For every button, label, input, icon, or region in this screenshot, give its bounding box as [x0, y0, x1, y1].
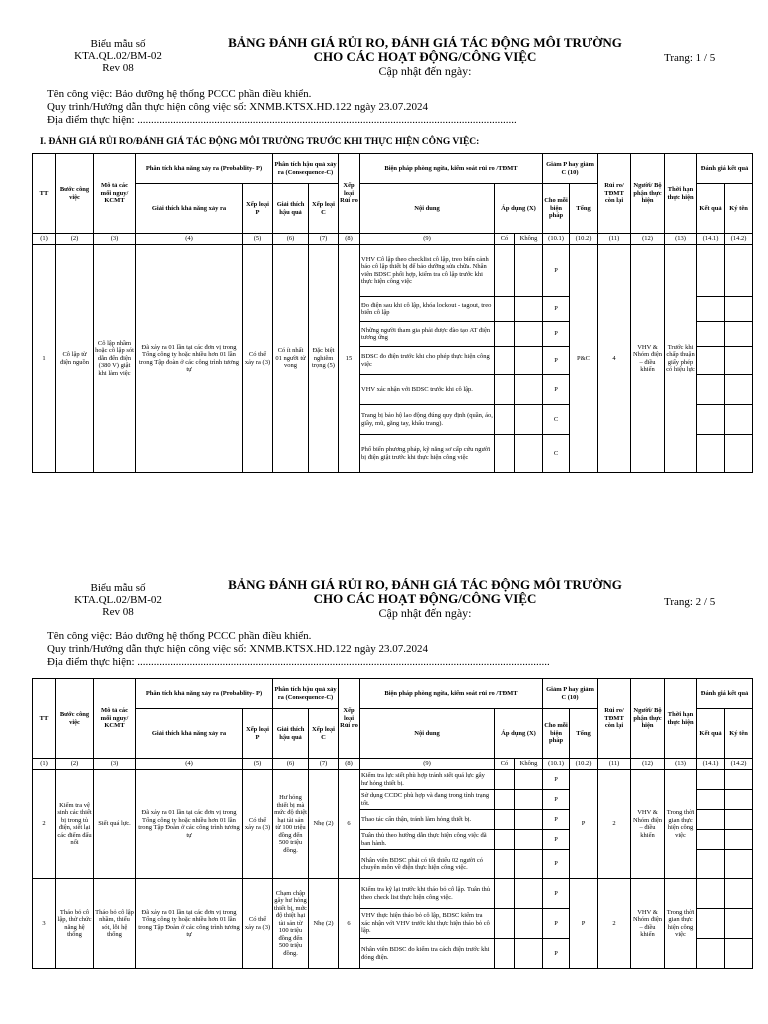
- measure-content: Sử dụng CCDC phù hợp và đang trong tình trạng tốt.: [360, 790, 495, 810]
- col-num: (10.2): [570, 759, 598, 770]
- header-consequence: Phân tích hậu quả xảy ra (Consequence-C): [273, 154, 339, 184]
- form-revision: Rev 08: [102, 62, 134, 74]
- header-probability: Phân tích khả năng xảy ra (Probablity- P): [136, 154, 273, 184]
- row-residual: 2: [598, 770, 631, 879]
- header-each: Cho mỗi biện pháp: [543, 184, 570, 234]
- row-tt: 2: [33, 770, 56, 879]
- measure-content: BDSC đo điện trước khi cho phép thực hiện công việc: [360, 347, 495, 375]
- apply-yes: [495, 245, 515, 297]
- eval-result: [697, 405, 725, 435]
- page-number: Trang: 1 / 5: [664, 52, 716, 64]
- work-location: Địa điểm thực hiện: ......................................................................................................................................................: [47, 656, 550, 668]
- measure-pc: P: [543, 850, 570, 879]
- col-num: (11): [598, 234, 631, 245]
- apply-yes: [495, 830, 515, 850]
- document-title: [205, 36, 645, 78]
- col-num: (2): [56, 234, 94, 245]
- job-meta: [47, 88, 517, 127]
- eval-sign: [725, 790, 753, 810]
- page-number: Trang: 2 / 5: [664, 596, 716, 608]
- measure-pc: P: [543, 909, 570, 939]
- header-sign: Ký tên: [725, 709, 753, 759]
- apply-yes: [495, 347, 515, 375]
- column-number-row: [33, 234, 753, 245]
- job-name: Tên công việc: Bảo dưỡng hệ thống PCCC phần điều khiển.: [47, 630, 312, 642]
- col-num: (13): [665, 759, 697, 770]
- apply-yes: [495, 405, 515, 435]
- work-location: Địa điểm thực hiện: ..........................................................................................................................................: [47, 114, 517, 126]
- row-prob-class: Có thể xảy ra (3): [243, 245, 273, 473]
- header-prob-class: Xếp loại P: [243, 184, 273, 234]
- apply-no: [515, 909, 543, 939]
- header-tt: TT: [33, 679, 56, 759]
- header-risk: Xếp loại Rủi ro: [339, 154, 360, 234]
- measure-pc: P: [543, 322, 570, 347]
- eval-sign: [725, 939, 753, 969]
- header-cons-explain: Giải thích hậu quả: [273, 184, 309, 234]
- measure-pc: P: [543, 770, 570, 790]
- col-num: (9): [360, 759, 495, 770]
- title-line-2: CHO CÁC HOẠT ĐỘNG/CÔNG VIỆC: [313, 591, 537, 606]
- header-person: Người/ Bộ phận thực hiện: [631, 154, 665, 234]
- row-time: Trước khi chấp thuận giấy phép có hiệu lực: [665, 245, 697, 473]
- row-total: P: [570, 879, 598, 969]
- header-cons-class: Xếp loại C: [309, 184, 339, 234]
- header-total: Tổng: [570, 709, 598, 759]
- eval-sign: [725, 375, 753, 405]
- col-num: (7): [309, 234, 339, 245]
- update-date: Cập nhật đến ngày:: [378, 606, 472, 620]
- procedure-number: Quy trình/Hướng dẫn thực hiện công việc số: XNMB.KTSX.HD.122 ngày 23.07.2024: [47, 101, 429, 113]
- measure-pc: P: [543, 375, 570, 405]
- risk-table: [32, 153, 753, 473]
- header-measures: Biện pháp phòng ngừa, kiểm soát rủi ro /TĐMT: [360, 154, 543, 184]
- apply-no: [515, 375, 543, 405]
- apply-no: [515, 770, 543, 790]
- row-prob-explain: Đã xảy ra 01 lần tại các đơn vị trong Tổng công ty hoặc nhiều hơn 01 lần trong Tập Đoàn ở các công trình tương tự: [136, 770, 243, 879]
- col-num: (2): [56, 759, 94, 770]
- eval-result: [697, 435, 725, 473]
- measure-content: Tuân thủ theo hướng dẫn thực hiện công việc đã ban hành.: [360, 830, 495, 850]
- col-num: (6): [273, 234, 309, 245]
- col-num: (7): [309, 759, 339, 770]
- form-number: KTA.QL.02/BM-02: [74, 50, 162, 62]
- measure-content: VHV xác nhận với BDSC trước khi cô lập.: [360, 375, 495, 405]
- header-step: Bước công việc: [56, 679, 94, 759]
- col-num: (3): [94, 759, 136, 770]
- apply-yes: [495, 909, 515, 939]
- row-person: VHV & Nhóm điện – điều khiển: [631, 879, 665, 969]
- eval-result: [697, 347, 725, 375]
- header-reduce: Giảm P hay giảm C (10): [543, 679, 598, 709]
- eval-result: [697, 375, 725, 405]
- measure-pc: C: [543, 435, 570, 473]
- measure-pc: P: [543, 810, 570, 830]
- eval-result: [697, 810, 725, 830]
- row-hazard: Siết quá lực.: [94, 770, 136, 879]
- eval-sign: [725, 810, 753, 830]
- document-title: [205, 578, 645, 620]
- title-line-2: CHO CÁC HOẠT ĐỘNG/CÔNG VIỆC: [313, 49, 537, 64]
- col-num: (4): [136, 234, 243, 245]
- col-num: (14.2): [725, 759, 753, 770]
- apply-yes: [495, 375, 515, 405]
- col-num: Có: [495, 759, 515, 770]
- col-num: (5): [243, 234, 273, 245]
- apply-no: [515, 879, 543, 909]
- header-each: Cho mỗi biện pháp: [543, 709, 570, 759]
- row-residual: 4: [598, 245, 631, 473]
- apply-yes: [495, 790, 515, 810]
- header-probability: Phân tích khả năng xảy ra (Probablity- P): [136, 679, 273, 709]
- row-prob-explain: Đã xảy ra 01 lần tại các đơn vị trong Tổng công ty hoặc nhiều hơn 01 lần trong Tập Đoàn ở các công trình tương tự: [136, 879, 243, 969]
- row-cons-explain: Có ít nhất 01 người tử vong: [273, 245, 309, 473]
- apply-yes: [495, 435, 515, 473]
- eval-result: [697, 939, 725, 969]
- measure-content: Những người tham gia phải được đào tạo AT điện tương ứng: [360, 322, 495, 347]
- job-meta: [47, 630, 550, 669]
- measure-pc: C: [543, 405, 570, 435]
- table-row: [33, 245, 753, 297]
- row-prob-explain: Đã xảy ra 01 lần tại các đơn vị trong Tổng công ty hoặc nhiều hơn 01 lần trong Tập đoàn ở các công trình tương tự: [136, 245, 243, 473]
- row-cons-class: Nhẹ (2): [309, 879, 339, 969]
- header-time: Thời hạn thực hiện: [665, 154, 697, 234]
- header-cons-class: Xếp loại C: [309, 709, 339, 759]
- eval-sign: [725, 405, 753, 435]
- col-num: (8): [339, 759, 360, 770]
- apply-yes: [495, 297, 515, 322]
- row-time: Trong thời gian thực hiện công việc: [665, 770, 697, 879]
- apply-yes: [495, 939, 515, 969]
- col-num: (14.2): [725, 234, 753, 245]
- col-num: Không: [515, 759, 543, 770]
- apply-no: [515, 850, 543, 879]
- col-num: (1): [33, 759, 56, 770]
- row-hazard: Tháo bỏ cô lập nhầm, thiếu sót, lỗi hệ thống: [94, 879, 136, 969]
- risk-table: [32, 678, 753, 969]
- col-num: (13): [665, 234, 697, 245]
- header-risk: Xếp loại Rủi ro: [339, 679, 360, 759]
- measure-content: Đo điện sau khi cô lập, khóa lockout - tagout, treo biển cô lập: [360, 297, 495, 322]
- eval-result: [697, 790, 725, 810]
- header-sign: Ký tên: [725, 184, 753, 234]
- header-reduce: Giảm P hay giảm C (10): [543, 154, 598, 184]
- title-line-1: BẢNG ĐÁNH GIÁ RỦI RO, ĐÁNH GIÁ TÁC ĐỘNG MÔI TRƯỜNG: [228, 577, 622, 592]
- table-row: [33, 770, 753, 790]
- header-content: Nội dung: [360, 184, 495, 234]
- measure-content: Phổ biến phương pháp, kỹ năng sơ cấp cứu người bị điện giật trước khi thực hiện công việc: [360, 435, 495, 473]
- col-num: (14.1): [697, 759, 725, 770]
- header-hazard: Mô tả các mối nguy/ KCMT: [94, 679, 136, 759]
- apply-no: [515, 830, 543, 850]
- col-num: (8): [339, 234, 360, 245]
- apply-no: [515, 245, 543, 297]
- measure-content: Kiểm tra kỹ lại trước khi tháo bỏ cô lập. Tuân thủ theo check list thực hiện công việc.: [360, 879, 495, 909]
- title-line-1: BẢNG ĐÁNH GIÁ RỦI RO, ĐÁNH GIÁ TÁC ĐỘNG MÔI TRƯỜNG: [228, 35, 622, 50]
- form-label: Biểu mẫu số: [90, 38, 146, 50]
- measure-pc: P: [543, 879, 570, 909]
- col-num: (3): [94, 234, 136, 245]
- col-num: (4): [136, 759, 243, 770]
- header-prob-explain: Giải thích khả năng xảy ra: [136, 184, 243, 234]
- header-step: Bước công việc: [56, 154, 94, 234]
- eval-sign: [725, 245, 753, 297]
- eval-sign: [725, 879, 753, 909]
- row-risk: 6: [339, 770, 360, 879]
- job-name: Tên công việc: Bảo dưỡng hệ thống PCCC phần điều khiển.: [47, 88, 312, 100]
- eval-sign: [725, 322, 753, 347]
- row-total: P&C: [570, 245, 598, 473]
- eval-result: [697, 770, 725, 790]
- header-evaluation: Đánh giá kết quả: [697, 154, 753, 184]
- col-num: (5): [243, 759, 273, 770]
- form-code: [58, 38, 178, 74]
- update-date: Cập nhật đến ngày:: [378, 64, 472, 78]
- measure-pc: P: [543, 347, 570, 375]
- header-residual: Rủi ro/ TĐMT còn lại: [598, 679, 631, 759]
- apply-no: [515, 322, 543, 347]
- header-prob-explain: Giải thích khả năng xảy ra: [136, 709, 243, 759]
- col-num: (12): [631, 759, 665, 770]
- col-num: Có: [495, 234, 515, 245]
- measure-content: Nhân viên BDSC phải có tối thiểu 02 người có chuyên môn về điện thực hiện công việc.: [360, 850, 495, 879]
- header-measures: Biện pháp phòng ngừa, kiểm soát rủi ro /TĐMT: [360, 679, 543, 709]
- measure-pc: P: [543, 939, 570, 969]
- eval-sign: [725, 770, 753, 790]
- section-heading: I. ĐÁNH GIÁ RỦI RO/ĐÁNH GIÁ TÁC ĐỘNG MÔI TRƯỜNG TRƯỚC KHI THỰC HIỆN CÔNG VIỆC:: [40, 137, 480, 147]
- apply-yes: [495, 850, 515, 879]
- procedure-number: Quy trình/Hướng dẫn thực hiện công việc số: XNMB.KTSX.HD.122 ngày 23.07.2024: [47, 643, 429, 655]
- measure-content: Thao tác cẩn thận, tránh làm hỏng thiết bị.: [360, 810, 495, 830]
- column-number-row: [33, 759, 753, 770]
- form-revision: Rev 08: [102, 606, 134, 618]
- measure-content: Kiểm tra lực siết phù hợp tránh siết quá lực gây hư hỏng thiết bị.: [360, 770, 495, 790]
- row-time: Trong thời gian thực hiện công việc: [665, 879, 697, 969]
- row-tt: 1: [33, 245, 56, 473]
- col-num: (9): [360, 234, 495, 245]
- eval-result: [697, 322, 725, 347]
- apply-no: [515, 347, 543, 375]
- eval-result: [697, 297, 725, 322]
- header-person: Người/ Bộ phận thực hiện: [631, 679, 665, 759]
- apply-yes: [495, 810, 515, 830]
- eval-result: [697, 850, 725, 879]
- row-hazard: Cô lập nhầm hoặc cô lập sót dẫn đến điện (380 V) giật khi làm việc: [94, 245, 136, 473]
- form-code: [58, 582, 178, 618]
- header-apply: Áp dụng (X): [495, 709, 543, 759]
- row-prob-class: Có thể xảy ra (3): [243, 879, 273, 969]
- eval-sign: [725, 347, 753, 375]
- eval-sign: [725, 909, 753, 939]
- apply-no: [515, 297, 543, 322]
- eval-result: [697, 830, 725, 850]
- col-num: (11): [598, 759, 631, 770]
- row-step: Cô lập từ điện nguồn: [56, 245, 94, 473]
- header-cons-explain: Giải thích hậu quả: [273, 709, 309, 759]
- eval-result: [697, 879, 725, 909]
- row-person: VHV & Nhóm điện – điều khiển: [631, 770, 665, 879]
- row-step: Tháo bỏ cô lập, thử chức năng hệ thống: [56, 879, 94, 969]
- row-cons-class: Đặc biệt nghiêm trọng (5): [309, 245, 339, 473]
- header-prob-class: Xếp loại P: [243, 709, 273, 759]
- apply-yes: [495, 322, 515, 347]
- apply-yes: [495, 879, 515, 909]
- row-residual: 2: [598, 879, 631, 969]
- form-number: KTA.QL.02/BM-02: [74, 594, 162, 606]
- row-tt: 3: [33, 879, 56, 969]
- measure-pc: P: [543, 245, 570, 297]
- form-label: Biểu mẫu số: [90, 582, 146, 594]
- header-consequence: Phân tích hậu quả xảy ra (Consequence-C): [273, 679, 339, 709]
- apply-no: [515, 810, 543, 830]
- header-residual: Rủi ro/ TĐMT còn lại: [598, 154, 631, 234]
- row-person: VHV & Nhóm điện – điều khiển: [631, 245, 665, 473]
- row-cons-explain: Hư hỏng thiết bị mà mức độ thiệt hại tài sản từ 100 triệu đồng đến 500 triệu đồng.: [273, 770, 309, 879]
- header-time: Thời hạn thực hiện: [665, 679, 697, 759]
- col-num: (1): [33, 234, 56, 245]
- eval-sign: [725, 297, 753, 322]
- apply-no: [515, 939, 543, 969]
- col-num: (6): [273, 759, 309, 770]
- measure-content: Nhân viên BDSC đo kiểm tra cách điện trước khi đóng điện.: [360, 939, 495, 969]
- measure-content: VHV thực hiện tháo bỏ cô lập, BDSC kiểm tra xác nhận với VHV trước khi thực hiện tháo bỏ cô lập.: [360, 909, 495, 939]
- apply-no: [515, 790, 543, 810]
- eval-sign: [725, 850, 753, 879]
- row-step: Kiểm tra vệ sinh các thiết bị trong tủ điện, siết lại các điểm đấu nối: [56, 770, 94, 879]
- apply-yes: [495, 770, 515, 790]
- measure-content: Trang bị bảo hộ lao động đúng quy định (quần, áo, giầy, mũ, găng tay, khẩu trang).: [360, 405, 495, 435]
- header-result: Kết quả: [697, 709, 725, 759]
- col-num: (12): [631, 234, 665, 245]
- row-cons-class: Nhẹ (2): [309, 770, 339, 879]
- eval-sign: [725, 435, 753, 473]
- table-row: [33, 879, 753, 909]
- eval-sign: [725, 830, 753, 850]
- row-cons-explain: Chạm chập gây hư hỏng thiết bị, mức độ thiệt hại tài sản từ 100 triệu đồng đến 500 triệu đồng.: [273, 879, 309, 969]
- measure-pc: P: [543, 790, 570, 810]
- measure-pc: P: [543, 297, 570, 322]
- header-evaluation: Đánh giá kết quả: [697, 679, 753, 709]
- col-num: (14.1): [697, 234, 725, 245]
- apply-no: [515, 405, 543, 435]
- row-risk: 15: [339, 245, 360, 473]
- eval-result: [697, 909, 725, 939]
- header-result: Kết quả: [697, 184, 725, 234]
- apply-no: [515, 435, 543, 473]
- header-content: Nội dung: [360, 709, 495, 759]
- header-tt: TT: [33, 154, 56, 234]
- row-risk: 6: [339, 879, 360, 969]
- eval-result: [697, 245, 725, 297]
- col-num: (10.1): [543, 234, 570, 245]
- col-num: (10.2): [570, 234, 598, 245]
- col-num: Không: [515, 234, 543, 245]
- measure-content: VHV Cô lập theo checklist cô lập, treo biển cảnh báo cô lập thiết bị để bảo dưỡng sửa chữa. Nhân viên BDSC phối hợp, kiểm tra cô lập trước khi thực hiện công việc: [360, 245, 495, 297]
- header-hazard: Mô tả các mối nguy/ KCMT: [94, 154, 136, 234]
- col-num: (10.1): [543, 759, 570, 770]
- header-apply: Áp dụng (X): [495, 184, 543, 234]
- header-total: Tổng: [570, 184, 598, 234]
- measure-pc: P: [543, 830, 570, 850]
- row-prob-class: Có thể xảy ra (3): [243, 770, 273, 879]
- row-total: P: [570, 770, 598, 879]
